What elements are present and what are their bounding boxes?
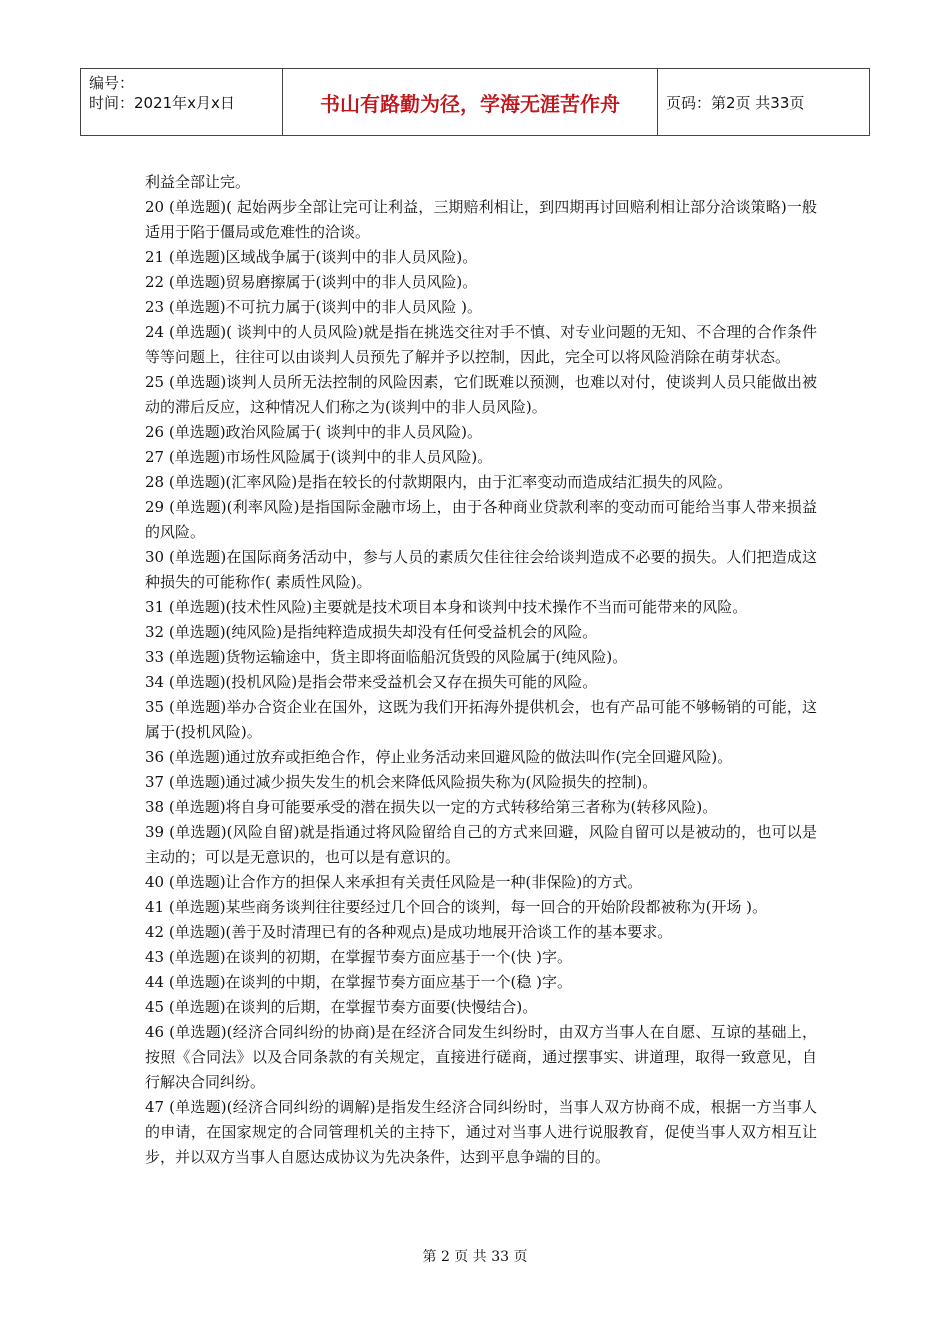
question-29: 29 (单选题)(利率风险)是指国际金融市场上，由于各种商业贷款利率的变动而可能给当事人带来损益的风险。 bbox=[145, 498, 817, 541]
question-46: 46 (单选题)(经济合同纠纷的协商)是在经济合同发生纠纷时，由双方当事人在自愿、互谅的基础上，按照《合同法》以及合同条款的有关规定，直接进行磋商，通过摆事实、讲道理，取得一致意见，自行解决合同纠纷。 bbox=[145, 1023, 817, 1091]
question-42: 42 (单选题)(善于及时清理已有的各种观点)是成功地展开洽谈工作的基本要求。 bbox=[145, 923, 673, 941]
question-43: 43 (单选题)在谈判的初期，在掌握节奏方面应基于一个(快 )字。 bbox=[145, 948, 573, 966]
question-22: 22 (单选题)贸易磨擦属于(谈判中的非人员风险)。 bbox=[145, 273, 478, 291]
question-34: 34 (单选题)(投机风险)是指会带来受益机会又存在损失可能的风险。 bbox=[145, 673, 598, 691]
question-25: 25 (单选题)谈判人员所无法控制的风险因素，它们既难以预测，也难以对付，使谈判人员只能做出被动的滞后反应，这种情况人们称之为(谈判中的非人员风险)。 bbox=[145, 373, 817, 416]
question-41: 41 (单选题)某些商务谈判往往要经过几个回合的谈判，每一回合的开始阶段都被称为(开场 )。 bbox=[145, 898, 768, 916]
question-30: 30 (单选题)在国际商务活动中，参与人员的素质欠佳往往会给谈判造成不必要的损失。人们把造成这种损失的可能称作( 素质性风险)。 bbox=[145, 548, 817, 591]
document-header bbox=[80, 68, 870, 136]
question-23: 23 (单选题)不可抗力属于(谈判中的非人员风险 )。 bbox=[145, 298, 483, 316]
question-26: 26 (单选题)政治风险属于( 谈判中的非人员风险)。 bbox=[145, 423, 483, 441]
question-47: 47 (单选题)(经济合同纠纷的调解)是指发生经济合同纠纷时，当事人双方协商不成，根据一方当事人的申请，在国家规定的合同管理机关的主持下，通过对当事人进行说服教育，促使当事人双方相互让步，并以双方当事人自愿达成协议为先决条件，达到平息争端的目的。 bbox=[145, 1098, 817, 1166]
question-44: 44 (单选题)在谈判的中期，在掌握节奏方面应基于一个(稳 )字。 bbox=[145, 973, 573, 991]
question-39: 39 (单选题)(风险自留)就是指通过将风险留给自己的方式来回避，风险自留可以是被动的，也可以是主动的；可以是无意识的，也可以是有意识的。 bbox=[145, 823, 817, 866]
page-indicator: 第 2 页 共 33 页 bbox=[422, 1249, 528, 1265]
question-20: 20 (单选题)( 起始两步全部让完可让利益，三期赔利相让，到四期再讨回赔利相让部分洽谈策略)一般适用于陷于僵局或危难性的洽谈。 bbox=[145, 198, 817, 241]
header-meta bbox=[81, 69, 283, 135]
question-28: 28 (单选题)(汇率风险)是指在较长的付款期限内，由于汇率变动而造成结汇损失的风险。 bbox=[145, 473, 733, 491]
question-33: 33 (单选题)货物运输途中，货主即将面临船沉货毁的风险属于(纯风险)。 bbox=[145, 648, 628, 666]
question-38: 38 (单选题)将自身可能要承受的潜在损失以一定的方式转移给第三者称为(转移风险)。 bbox=[145, 798, 718, 816]
question-45: 45 (单选题)在谈判的后期，在掌握节奏方面要(快慢结合)。 bbox=[145, 998, 538, 1016]
question-40: 40 (单选题)让合作方的担保人来承担有关责任风险是一种(非保险)的方式。 bbox=[145, 873, 643, 891]
time-label: 时间：2021年x月x日 bbox=[89, 94, 235, 112]
question-21: 21 (单选题)区域战争属于(谈判中的非人员风险)。 bbox=[145, 248, 478, 266]
header-page-info: 页码：第2页 共33页 bbox=[666, 93, 805, 112]
question-24: 24 (单选题)( 谈判中的人员风险)就是指在挑选交往对手不慎、对专业问题的无知、不合理的合作条件等等问题上，往往可以由谈判人员预先了解并予以控制，因此，完全可以将风险消除在萌芽状态。 bbox=[145, 323, 817, 366]
number-label: 编号： bbox=[89, 74, 135, 92]
question-35: 35 (单选题)举办合资企业在国外，这既为我们开拓海外提供机会，也有产品可能不够畅销的可能，这属于(投机风险)。 bbox=[145, 698, 817, 741]
question-32: 32 (单选题)(纯风险)是指纯粹造成损失却没有任何受益机会的风险。 bbox=[145, 623, 598, 641]
body-line: 利益全部让完。 bbox=[145, 173, 251, 191]
question-37: 37 (单选题)通过减少损失发生的机会来降低风险损失称为(风险损失的控制)。 bbox=[145, 773, 658, 791]
question-27: 27 (单选题)市场性风险属于(谈判中的非人员风险)。 bbox=[145, 448, 493, 466]
question-36: 36 (单选题)通过放弃或拒绝合作，停止业务活动来回避风险的做法叫作(完全回避风险)。 bbox=[145, 748, 733, 766]
document-body bbox=[145, 170, 817, 1170]
question-31: 31 (单选题)(技术性风险)主要就是技术项目本身和谈判中技术操作不当而可能带来的风险。 bbox=[145, 598, 748, 616]
header-motto: 书山有路勤为径，学海无涯苦作舟 bbox=[283, 69, 658, 135]
